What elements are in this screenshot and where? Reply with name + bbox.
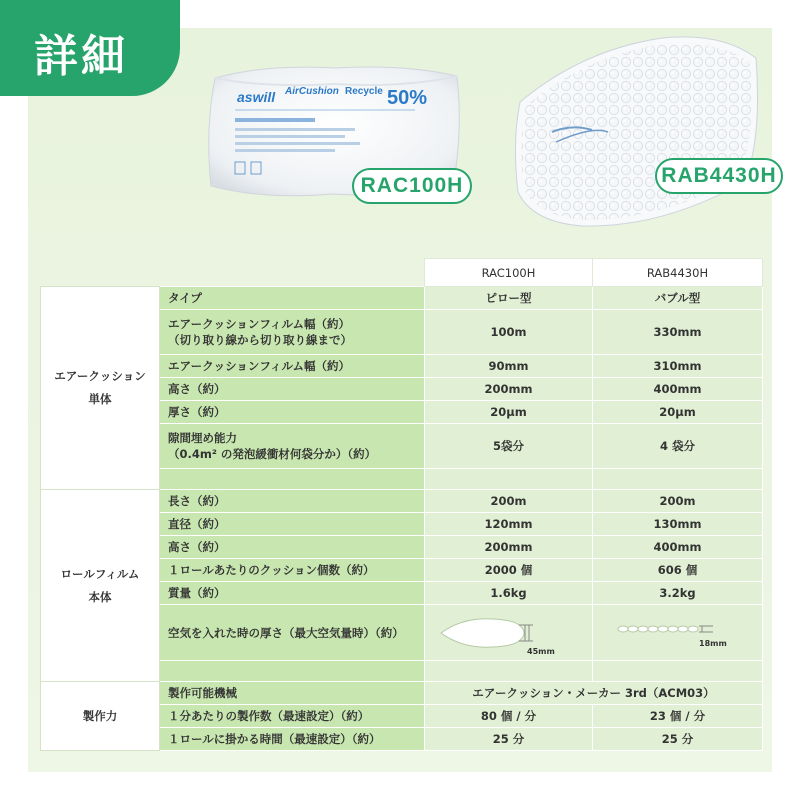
row-value: 25 分: [593, 728, 763, 751]
column-header-rab4430h: RAB4430H: [593, 259, 763, 287]
section-tab: [0, 0, 180, 96]
table-row: [41, 287, 763, 310]
group-label-text: 製作力: [82, 708, 118, 723]
row-value: 400mm: [593, 378, 763, 401]
row-value: 400mm: [593, 536, 763, 559]
row-label: 高さ（約）: [160, 378, 425, 401]
row-label: １分あたりの製作数（最速設定）（約）: [160, 705, 425, 728]
row-value: 23 個 / 分: [593, 705, 763, 728]
row-label: １ロールあたりのクッション個数（約）: [160, 559, 425, 582]
row-value: 606 個: [593, 559, 763, 582]
row-value: 80 個 / 分: [425, 705, 593, 728]
row-value: 330mm: [593, 310, 763, 355]
row-label: 厚さ（約）: [160, 401, 425, 424]
row-value: 2000 個: [425, 559, 593, 582]
row-value: 3.2kg: [593, 582, 763, 605]
row-value: エアークッション・メーカー 3rd（ACM03）: [425, 682, 763, 705]
row-value: 20μm: [593, 401, 763, 424]
table-row: [41, 490, 763, 513]
section-title: 詳細: [34, 31, 128, 82]
row-value: 200m: [593, 490, 763, 513]
row-value: 1.6kg: [425, 582, 593, 605]
table-header-row: [41, 259, 763, 287]
group-label-roll-film: [41, 490, 160, 682]
pillow-brand-text: aswill: [237, 89, 276, 105]
thickness-diagram-bubble: [593, 605, 763, 661]
thickness-value-pillow: 45mm: [527, 646, 555, 656]
row-label: 質量（約）: [160, 582, 425, 605]
column-header-rac100h: RAC100H: [425, 259, 593, 287]
row-label: 製作可能機械: [160, 682, 425, 705]
row-value: 120mm: [425, 513, 593, 536]
row-label: 高さ（約）: [160, 536, 425, 559]
thickness-value-bubble: 18mm: [699, 638, 727, 648]
row-value: 200mm: [425, 378, 593, 401]
thickness-diagram-pillow: [425, 605, 593, 661]
table-row: [41, 682, 763, 705]
group-label-production: [41, 682, 160, 751]
row-value: 200m: [425, 490, 593, 513]
row-value: 310mm: [593, 355, 763, 378]
group-label-text: ロールフィルム 本体: [60, 566, 140, 604]
row-value: 90mm: [425, 355, 593, 378]
pillow-pkg-pct: 50%: [387, 87, 428, 109]
pillow-pkg-sub: Recycle: [345, 86, 383, 97]
bubble-product-image: [512, 32, 764, 230]
row-value: 20μm: [425, 401, 593, 424]
row-label: １ロールに掛かる時間（最速設定）（約）: [160, 728, 425, 751]
row-label: 直径（約）: [160, 513, 425, 536]
pillow-pkg-name: AirCushion: [285, 86, 339, 97]
row-value: 25 分: [425, 728, 593, 751]
row-value: 4 袋分: [593, 424, 763, 469]
row-value: 130mm: [593, 513, 763, 536]
row-label: エアークッションフィルム幅（約） （切り取り線から切り取り線まで）: [160, 310, 425, 355]
row-label: エアークッションフィルム幅（約）: [160, 355, 425, 378]
row-value: 200mm: [425, 536, 593, 559]
spec-table: [40, 258, 763, 751]
group-label-air-cushion: [41, 287, 160, 490]
row-value: 100m: [425, 310, 593, 355]
group-label-text: エアークッション 単体: [54, 369, 146, 406]
pillow-product-label: RAC100H: [352, 168, 472, 204]
row-value: ピロー型: [425, 287, 593, 310]
row-label: 空気を入れた時の厚さ（最大空気量時）（約）: [160, 605, 425, 661]
bubble-product-label: RAB4430H: [655, 158, 783, 194]
row-label: タイプ: [160, 287, 425, 310]
row-value: バブル型: [593, 287, 763, 310]
row-label: 長さ（約）: [160, 490, 425, 513]
row-label: 隙間埋め能力 （0.4m² の発泡緩衝材何袋分か）（約）: [160, 424, 425, 469]
row-value: 5袋分: [425, 424, 593, 469]
